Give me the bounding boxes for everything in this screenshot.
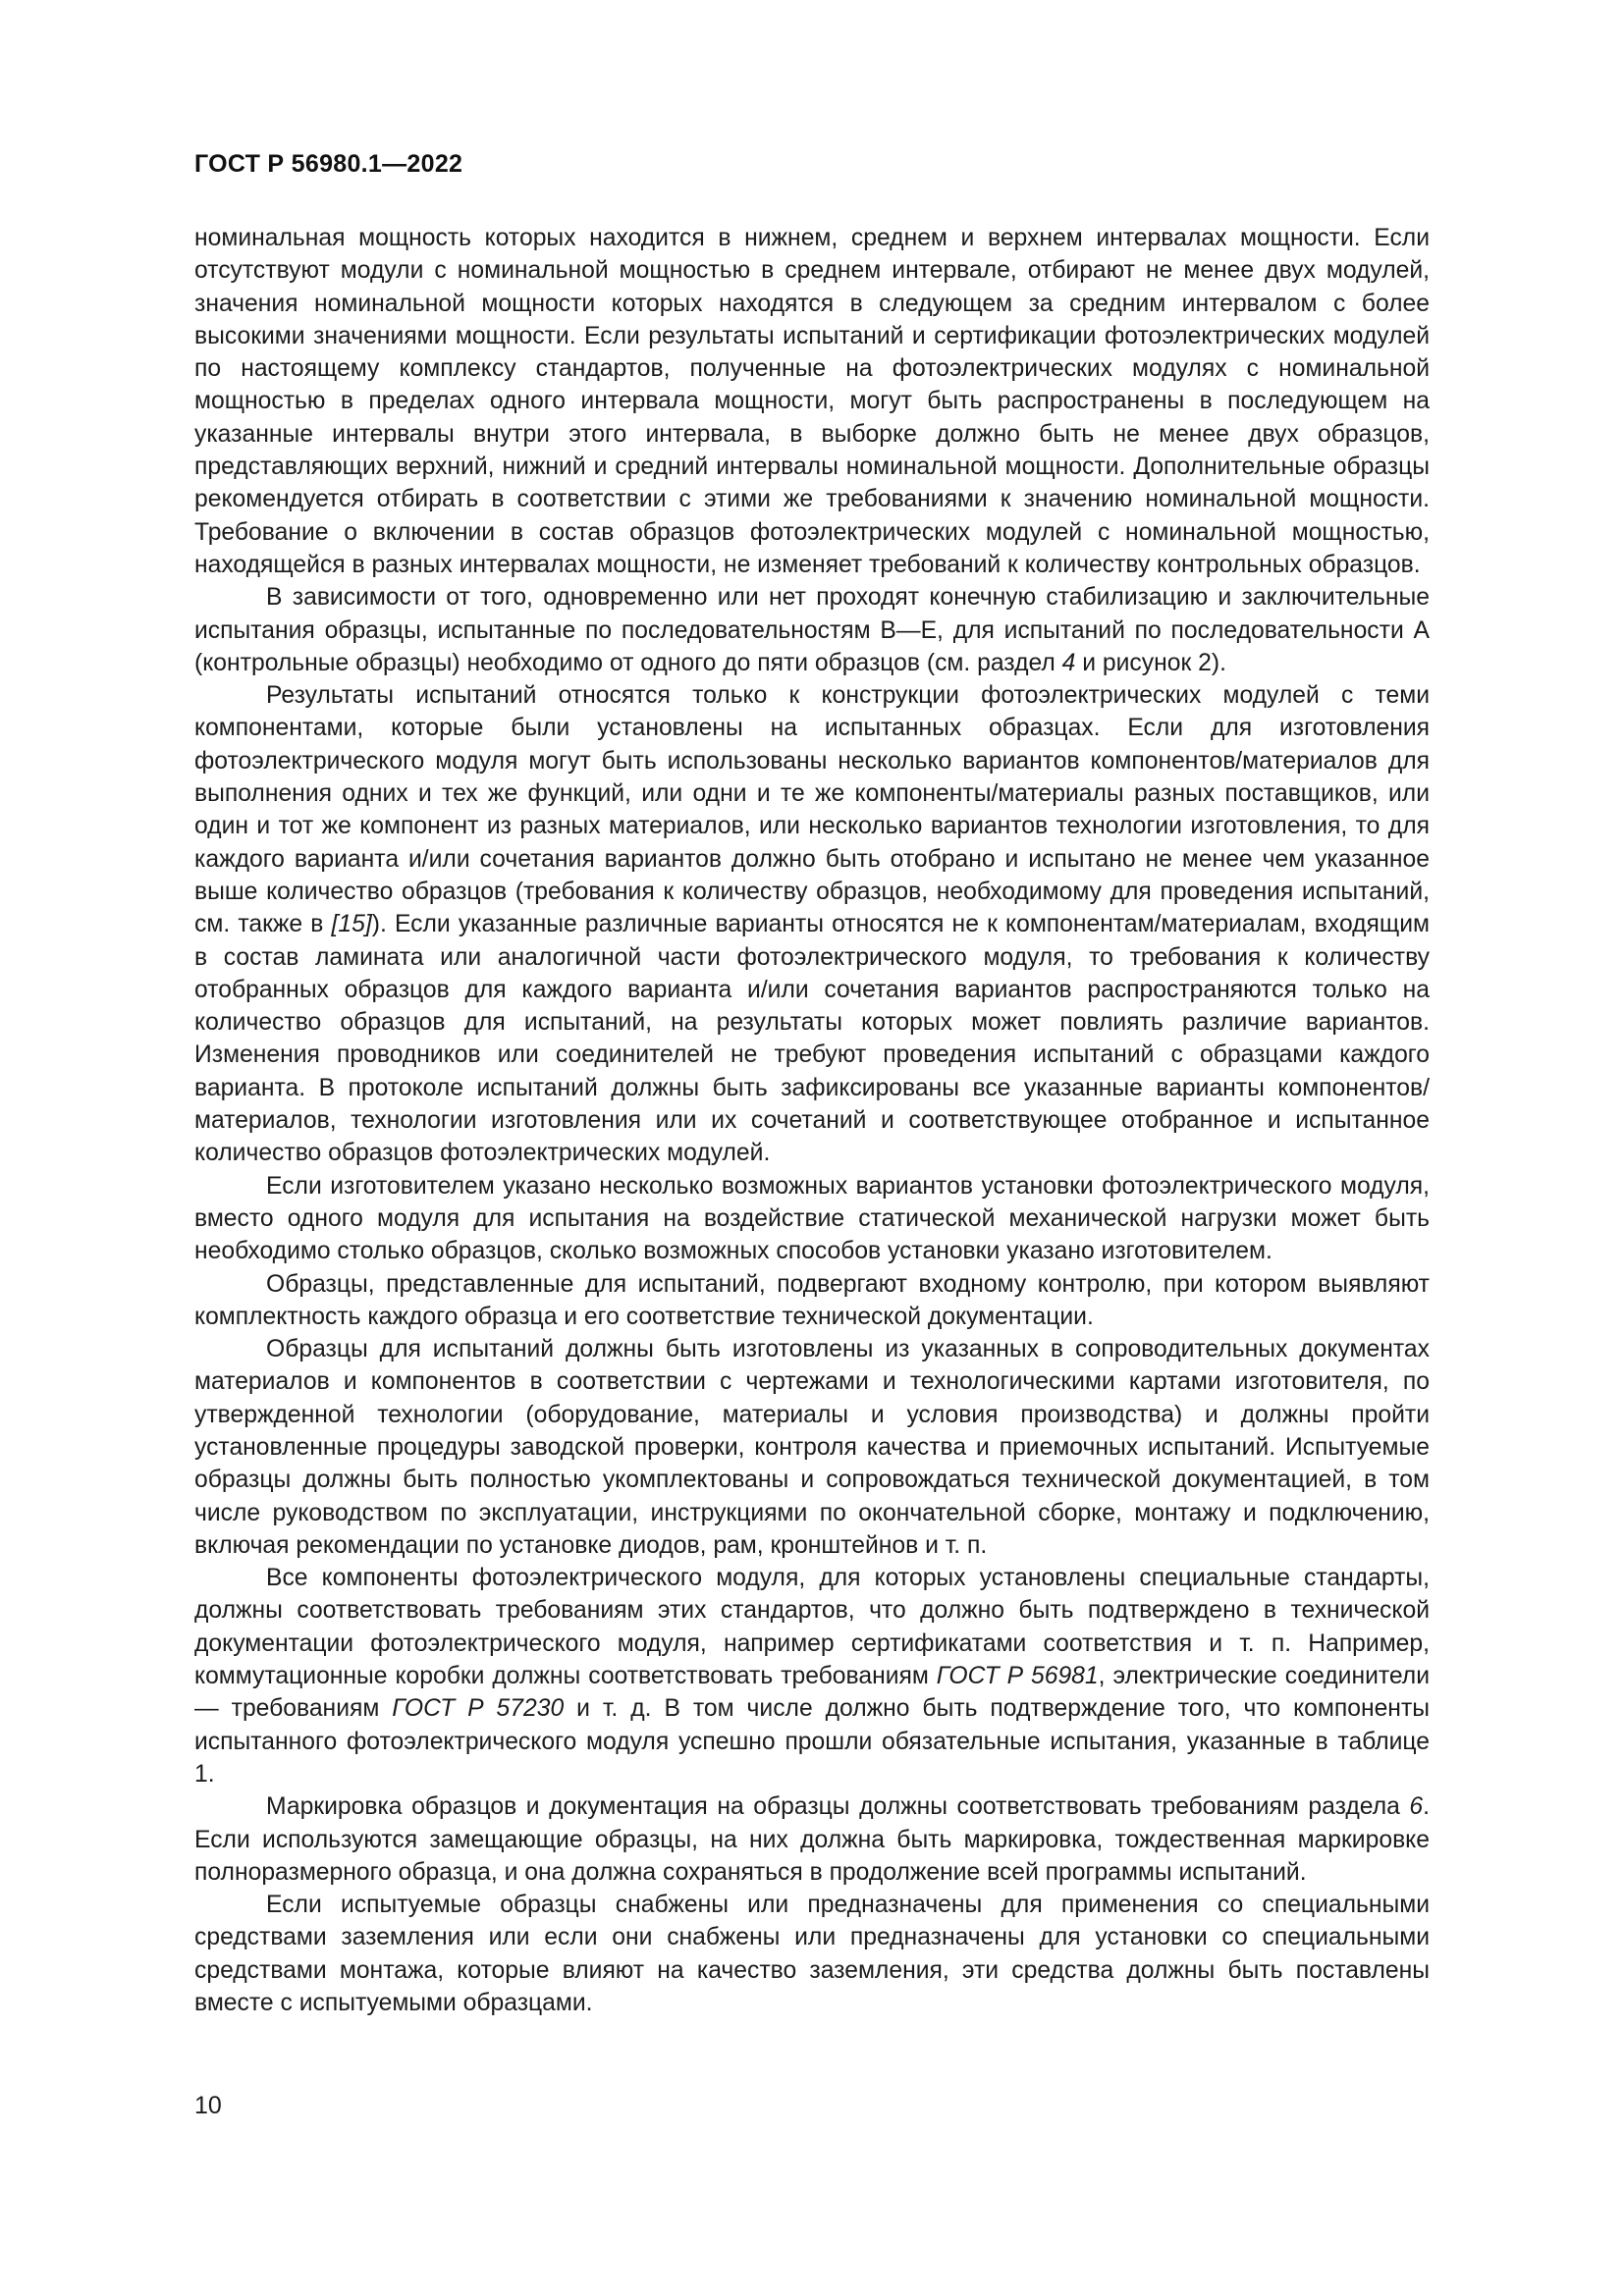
paragraph-text: Если испытуемые образцы снабжены или предназначены для применения со специальными средствами заземления или если они снабжены или предназначены для установки со специальными средствами монтажа, которые влияют на качество заземления, эти средства должны быть поставлены вместе с испытуемыми образцами. <box>194 1892 1430 2017</box>
paragraph-text: В зависимости от того, одновременно или нет проходят конечную стабилизацию и заключительные испытания образцы, испытанные по последовательностям B—E, для испытаний по последовательности A (контрольные образцы) необходимо от одного до пяти образцов (см. раздел <box>194 584 1430 676</box>
paragraph <box>194 1889 1430 2019</box>
paragraph <box>194 1268 1430 1334</box>
paragraph-text: Маркировка образцов и документация на образцы должны соответствовать требованиям раздела <box>266 1793 1410 1821</box>
paragraph <box>194 1790 1430 1889</box>
reference-text: ГОСТ Р 56981 <box>936 1663 1099 1690</box>
paragraph-text: ). Если указанные различные варианты относятся не к компонентам/материалам, входящим в состав ламината или аналогичной части фотоэлектрического модуля, то требования к количеству отобранных образцов для каждого варианта и/или сочетания вариантов распространяются только на количество образцов для испытаний, на результаты которых может повлиять различие вариантов. Изменения проводников или соединителей не требуют проведения испытаний с образцами каждого варианта. В протоколе испытаний должны быть зафиксированы все указанные варианты компонентов/материалов, технологии изготовления или их сочетаний и соответствующее отобранное и испытанное количество образцов фотоэлектрических модулей. <box>194 911 1430 1167</box>
reference-text: 4 <box>1061 649 1076 676</box>
document-header: ГОСТ Р 56980.1—2022 <box>194 150 463 178</box>
paragraph-text: Все компоненты фотоэлектрического модуля, для которых установлены специальные стандарты, должны соответствовать требованиям этих стандартов, что должно быть подтверждено в технической документации фотоэлектрического модуля, например сертификатами соответствия и т. п. Например, коммутационные коробки должны соответствовать требованиям <box>194 1565 1430 1690</box>
paragraph-text: Образцы, представленные для испытаний, подвергают входному контролю, при котором выявляют комплектность каждого образца и его соответствие технической документации. <box>194 1270 1430 1330</box>
paragraph <box>194 1562 1430 1790</box>
paragraph <box>194 222 1430 581</box>
reference-text: ГОСТ Р 57230 <box>392 1695 565 1723</box>
paragraph <box>194 679 1430 1169</box>
page-number: 10 <box>194 2092 222 2119</box>
reference-text: [15] <box>331 911 372 938</box>
paragraph <box>194 1333 1430 1562</box>
paragraph-text: и рисунок 2). <box>1075 649 1226 676</box>
document-body <box>194 222 1430 2019</box>
paragraph-text: и т. д. В том числе должно быть подтверждение того, что компоненты испытанного фотоэлектрического модуля успешно прошли обязательные испытания, указанные в таблице 1. <box>194 1695 1430 1788</box>
paragraph-text: Если изготовителем указано несколько возможных вариантов установки фотоэлектрического модуля, вместо одного модуля для испытания на воздействие статической механической нагрузки может быть необходимо столько образцов, сколько возможных способов установки указано изготовителем. <box>194 1172 1430 1265</box>
paragraph <box>194 581 1430 679</box>
reference-text: 6 <box>1409 1793 1424 1821</box>
paragraph-text: . Если используются замещающие образцы, на них должна быть маркировка, тождественная маркировке полноразмерного образца, и она должна сохраняться в продолжение всей программы испытаний. <box>194 1793 1430 1886</box>
paragraph-text: номинальная мощность которых находится в нижнем, среднем и верхнем интервалах мощности. Если отсутствуют модули с номинальной мощностью в среднем интервале, отбирают не менее двух модулей, значения номинальной мощности которых находятся в следующем за средним интервалом с более высокими значениями мощности. Если результаты испытаний и сертификации фотоэлектрических модулей по настоящему комплексу стандартов, полученные на фотоэлектрических модулях с номинальной мощностью в пределах одного интервала мощности, могут быть распространены в последующем на указанные интервалы внутри этого интервала, в выборке должно быть не менее двух образцов, представляющих верхний, нижний и средний интервалы номинальной мощности. Дополнительные образцы рекомендуется отбирать в соответствии с этими же требованиями к значению номинальной мощности. Требование о включении в состав образцов фотоэлектрических модулей с номинальной мощностью, находящейся в разных интервалах мощности, не изменяет требований к количеству контрольных образцов. <box>194 225 1430 578</box>
paragraph-text: Образцы для испытаний должны быть изготовлены из указанных в сопроводительных документах материалов и компонентов в соответствии с чертежами и технологическими картами изготовителя, по утвержденной технологии (оборудование, материалы и условия производства) и должны пройти установленные процедуры заводской проверки, контроля качества и приемочных испытаний. Испытуемые образцы должны быть полностью укомплектованы и сопровождаться технической документацией, в том числе руководством по эксплуатации, инструкциями по окончательной сборке, монтажу и подключению, включая рекомендации по установке диодов, рам, кронштейнов и т. п. <box>194 1336 1430 1559</box>
paragraph-text: Результаты испытаний относятся только к конструкции фотоэлектрических модулей с теми компонентами, которые были установлены на испытанных образцах. Если для изготовления фотоэлектрического модуля могут быть использованы несколько вариантов компонентов/материалов для выполнения одних и тех же функций, или одни и те же компоненты/материалы разных поставщиков, или один и тот же компонент из разных материалов, или несколько вариантов технологии изготовления, то для каждого варианта и/или сочетания вариантов должно быть отобрано и испытано не менее чем указанное выше количество образцов (требования к количеству образцов, необходимому для проведения испытаний, см. также в <box>194 682 1430 938</box>
paragraph <box>194 1170 1430 1268</box>
paragraph-text: , электрические соединители — требованиям <box>194 1663 1431 1723</box>
